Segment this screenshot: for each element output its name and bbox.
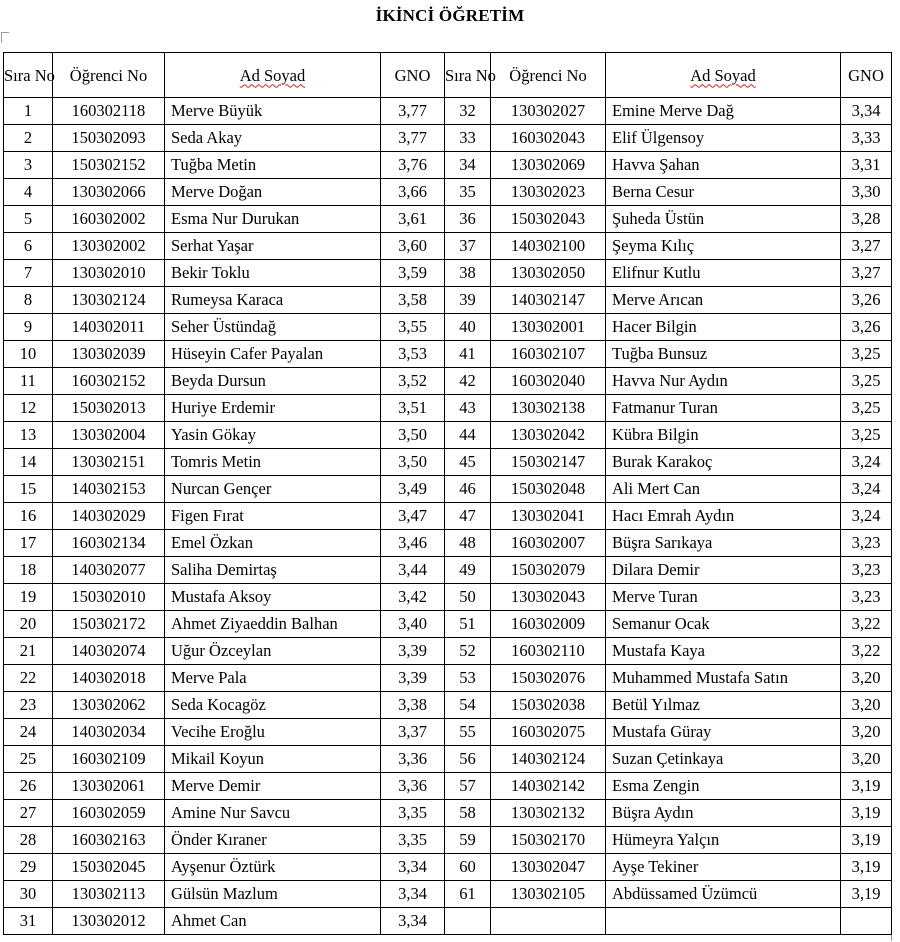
left-sira-no-cell: 28 xyxy=(4,827,53,854)
right-sira-no-cell: 44 xyxy=(445,422,491,449)
left-gno-cell: 3,35 xyxy=(381,827,445,854)
header-sira-no-left: Sıra No xyxy=(4,53,53,98)
right-sira-no-cell: 49 xyxy=(445,557,491,584)
right-sira-no-cell: 38 xyxy=(445,260,491,287)
right-ad-soyad-cell: Elifnur Kutlu xyxy=(606,260,841,287)
right-ogrenci-no-cell: 150302079 xyxy=(491,557,606,584)
table-row xyxy=(4,800,892,827)
right-sira-no-cell: 58 xyxy=(445,800,491,827)
table-row xyxy=(4,206,892,233)
left-ogrenci-no-cell: 130302012 xyxy=(53,908,165,935)
left-ad-soyad-cell: Merve Büyük xyxy=(165,98,381,125)
right-sira-no-cell: 56 xyxy=(445,746,491,773)
right-ogrenci-no-cell: 140302142 xyxy=(491,773,606,800)
left-gno-cell: 3,35 xyxy=(381,800,445,827)
left-ogrenci-no-cell: 130302061 xyxy=(53,773,165,800)
right-ogrenci-no-cell: 130302041 xyxy=(491,503,606,530)
left-ogrenci-no-cell: 130302151 xyxy=(53,449,165,476)
right-sira-no-cell: 39 xyxy=(445,287,491,314)
left-sira-no-cell: 14 xyxy=(4,449,53,476)
left-ad-soyad-cell: Mikail Koyun xyxy=(165,746,381,773)
right-sira-no-cell: 54 xyxy=(445,692,491,719)
left-ad-soyad-cell: Ahmet Can xyxy=(165,908,381,935)
right-ogrenci-no-cell: 160302107 xyxy=(491,341,606,368)
right-ogrenci-no-cell: 130302027 xyxy=(491,98,606,125)
right-gno-cell: 3,20 xyxy=(841,665,892,692)
right-sira-no-cell: 42 xyxy=(445,368,491,395)
left-gno-cell: 3,39 xyxy=(381,638,445,665)
right-ad-soyad-cell: Merve Arıcan xyxy=(606,287,841,314)
right-ad-soyad-cell: Betül Yılmaz xyxy=(606,692,841,719)
left-gno-cell: 3,59 xyxy=(381,260,445,287)
left-ad-soyad-cell: Merve Demir xyxy=(165,773,381,800)
left-gno-cell: 3,34 xyxy=(381,881,445,908)
left-ogrenci-no-cell: 150302172 xyxy=(53,611,165,638)
left-ad-soyad-cell: Serhat Yaşar xyxy=(165,233,381,260)
right-sira-no-cell: 41 xyxy=(445,341,491,368)
right-gno-cell: 3,19 xyxy=(841,773,892,800)
right-ogrenci-no-cell: 150302048 xyxy=(491,476,606,503)
document-title: İKİNCİ ÖĞRETİM xyxy=(375,6,525,25)
left-ogrenci-no-cell: 160302152 xyxy=(53,368,165,395)
page-corner-mark xyxy=(1,32,9,43)
left-sira-no-cell: 27 xyxy=(4,800,53,827)
left-ad-soyad-cell: Beyda Dursun xyxy=(165,368,381,395)
left-ogrenci-no-cell: 130302062 xyxy=(53,692,165,719)
left-ad-soyad-cell: Vecihe Eroğlu xyxy=(165,719,381,746)
right-sira-no-cell: 60 xyxy=(445,854,491,881)
left-gno-cell: 3,40 xyxy=(381,611,445,638)
left-ad-soyad-cell: Seda Kocagöz xyxy=(165,692,381,719)
right-sira-no-cell: 55 xyxy=(445,719,491,746)
left-ogrenci-no-cell: 130302004 xyxy=(53,422,165,449)
right-ogrenci-no-cell: 160302009 xyxy=(491,611,606,638)
right-gno-cell: 3,27 xyxy=(841,233,892,260)
left-ogrenci-no-cell: 140302011 xyxy=(53,314,165,341)
right-sira-no-cell: 57 xyxy=(445,773,491,800)
right-ogrenci-no-cell: 130302069 xyxy=(491,152,606,179)
left-ogrenci-no-cell: 150302045 xyxy=(53,854,165,881)
table-row xyxy=(4,422,892,449)
left-sira-no-cell: 19 xyxy=(4,584,53,611)
table-row xyxy=(4,719,892,746)
table-row xyxy=(4,260,892,287)
right-ad-soyad-cell: Hacı Emrah Aydın xyxy=(606,503,841,530)
left-gno-cell: 3,60 xyxy=(381,233,445,260)
header-ad-soyad-left-text: Ad Soyad xyxy=(239,65,306,85)
right-ad-soyad-cell: Hümeyra Yalçın xyxy=(606,827,841,854)
right-ad-soyad-cell: Mustafa Güray xyxy=(606,719,841,746)
right-ad-soyad-cell xyxy=(606,908,841,935)
left-sira-no-cell: 7 xyxy=(4,260,53,287)
right-sira-no-cell: 35 xyxy=(445,179,491,206)
right-ogrenci-no-cell: 130302043 xyxy=(491,584,606,611)
right-ad-soyad-cell: Elif Ülgensoy xyxy=(606,125,841,152)
right-ad-soyad-cell: Emine Merve Dağ xyxy=(606,98,841,125)
right-gno-cell: 3,23 xyxy=(841,530,892,557)
right-ogrenci-no-cell: 160302007 xyxy=(491,530,606,557)
left-sira-no-cell: 12 xyxy=(4,395,53,422)
left-ogrenci-no-cell: 160302118 xyxy=(53,98,165,125)
right-ad-soyad-cell: Esma Zengin xyxy=(606,773,841,800)
right-gno-cell: 3,19 xyxy=(841,827,892,854)
student-ranking-table xyxy=(3,52,892,935)
right-gno-cell: 3,23 xyxy=(841,557,892,584)
table-row xyxy=(4,341,892,368)
header-ad-soyad-left xyxy=(165,53,381,98)
left-gno-cell: 3,37 xyxy=(381,719,445,746)
right-gno-cell: 3,30 xyxy=(841,179,892,206)
header-ad-soyad-right xyxy=(606,53,841,98)
right-sira-no-cell: 51 xyxy=(445,611,491,638)
right-gno-cell: 3,34 xyxy=(841,98,892,125)
right-ad-soyad-cell: Abdüssamed Üzümcü xyxy=(606,881,841,908)
right-gno-cell: 3,22 xyxy=(841,611,892,638)
left-sira-no-cell: 4 xyxy=(4,179,53,206)
left-ad-soyad-cell: Figen Fırat xyxy=(165,503,381,530)
right-ogrenci-no-cell: 150302170 xyxy=(491,827,606,854)
header-gno-left: GNO xyxy=(381,53,445,98)
right-ad-soyad-cell: Suzan Çetinkaya xyxy=(606,746,841,773)
left-gno-cell: 3,53 xyxy=(381,341,445,368)
left-ad-soyad-cell: Merve Doğan xyxy=(165,179,381,206)
right-ogrenci-no-cell: 150302043 xyxy=(491,206,606,233)
left-sira-no-cell: 20 xyxy=(4,611,53,638)
left-sira-no-cell: 25 xyxy=(4,746,53,773)
right-ogrenci-no-cell: 140302124 xyxy=(491,746,606,773)
left-gno-cell: 3,42 xyxy=(381,584,445,611)
left-sira-no-cell: 6 xyxy=(4,233,53,260)
table-row xyxy=(4,125,892,152)
left-gno-cell: 3,77 xyxy=(381,125,445,152)
right-gno-cell: 3,24 xyxy=(841,503,892,530)
right-ad-soyad-cell: Burak Karakoç xyxy=(606,449,841,476)
left-gno-cell: 3,51 xyxy=(381,395,445,422)
table-row xyxy=(4,314,892,341)
right-ad-soyad-cell: Ayşe Tekiner xyxy=(606,854,841,881)
right-ogrenci-no-cell: 150302076 xyxy=(491,665,606,692)
table-row xyxy=(4,233,892,260)
left-gno-cell: 3,55 xyxy=(381,314,445,341)
right-gno-cell: 3,19 xyxy=(841,881,892,908)
right-gno-cell: 3,23 xyxy=(841,584,892,611)
right-gno-cell: 3,24 xyxy=(841,449,892,476)
right-ogrenci-no-cell: 150302147 xyxy=(491,449,606,476)
left-sira-no-cell: 21 xyxy=(4,638,53,665)
right-sira-no-cell: 32 xyxy=(445,98,491,125)
right-ad-soyad-cell: Dilara Demir xyxy=(606,557,841,584)
right-ad-soyad-cell: Şeyma Kılıç xyxy=(606,233,841,260)
left-ad-soyad-cell: Merve Pala xyxy=(165,665,381,692)
table-row xyxy=(4,179,892,206)
right-ogrenci-no-cell: 130302132 xyxy=(491,800,606,827)
right-sira-no-cell: 34 xyxy=(445,152,491,179)
table-row xyxy=(4,152,892,179)
table-row xyxy=(4,881,892,908)
right-sira-no-cell: 53 xyxy=(445,665,491,692)
right-ad-soyad-cell: Kübra Bilgin xyxy=(606,422,841,449)
right-sira-no-cell: 33 xyxy=(445,125,491,152)
right-ogrenci-no-cell: 130302050 xyxy=(491,260,606,287)
left-sira-no-cell: 9 xyxy=(4,314,53,341)
header-gno-right: GNO xyxy=(841,53,892,98)
left-gno-cell: 3,36 xyxy=(381,746,445,773)
left-ad-soyad-cell: Seda Akay xyxy=(165,125,381,152)
right-ad-soyad-cell: Berna Cesur xyxy=(606,179,841,206)
left-gno-cell: 3,38 xyxy=(381,692,445,719)
table-row xyxy=(4,584,892,611)
right-ogrenci-no-cell: 130302042 xyxy=(491,422,606,449)
table-row xyxy=(4,773,892,800)
left-ogrenci-no-cell: 140302153 xyxy=(53,476,165,503)
table-row xyxy=(4,827,892,854)
right-ogrenci-no-cell: 130302001 xyxy=(491,314,606,341)
left-sira-no-cell: 29 xyxy=(4,854,53,881)
left-gno-cell: 3,44 xyxy=(381,557,445,584)
header-ogrenci-no-left: Öğrenci No xyxy=(53,53,165,98)
right-ogrenci-no-cell: 130302023 xyxy=(491,179,606,206)
table-row xyxy=(4,557,892,584)
left-ogrenci-no-cell: 140302074 xyxy=(53,638,165,665)
right-ad-soyad-cell: Ali Mert Can xyxy=(606,476,841,503)
right-ogrenci-no-cell: 160302040 xyxy=(491,368,606,395)
right-ogrenci-no-cell: 130302047 xyxy=(491,854,606,881)
left-gno-cell: 3,50 xyxy=(381,449,445,476)
right-sira-no-cell xyxy=(445,908,491,935)
left-ad-soyad-cell: Seher Üstündağ xyxy=(165,314,381,341)
right-sira-no-cell: 59 xyxy=(445,827,491,854)
left-ad-soyad-cell: Tuğba Metin xyxy=(165,152,381,179)
right-ad-soyad-cell: Havva Nur Aydın xyxy=(606,368,841,395)
table-row xyxy=(4,449,892,476)
left-ogrenci-no-cell: 150302013 xyxy=(53,395,165,422)
left-ad-soyad-cell: Amine Nur Savcu xyxy=(165,800,381,827)
left-ogrenci-no-cell: 160302059 xyxy=(53,800,165,827)
left-ogrenci-no-cell: 140302018 xyxy=(53,665,165,692)
left-ogrenci-no-cell: 130302113 xyxy=(53,881,165,908)
right-sira-no-cell: 52 xyxy=(445,638,491,665)
left-sira-no-cell: 13 xyxy=(4,422,53,449)
right-sira-no-cell: 47 xyxy=(445,503,491,530)
table-row xyxy=(4,530,892,557)
left-gno-cell: 3,49 xyxy=(381,476,445,503)
right-ogrenci-no-cell: 140302100 xyxy=(491,233,606,260)
table-header-row xyxy=(4,53,892,98)
right-sira-no-cell: 50 xyxy=(445,584,491,611)
left-ad-soyad-cell: Huriye Erdemir xyxy=(165,395,381,422)
left-ogrenci-no-cell: 140302034 xyxy=(53,719,165,746)
left-sira-no-cell: 8 xyxy=(4,287,53,314)
left-ogrenci-no-cell: 160302002 xyxy=(53,206,165,233)
left-gno-cell: 3,77 xyxy=(381,98,445,125)
left-gno-cell: 3,46 xyxy=(381,530,445,557)
left-gno-cell: 3,50 xyxy=(381,422,445,449)
left-ogrenci-no-cell: 150302093 xyxy=(53,125,165,152)
right-gno-cell: 3,20 xyxy=(841,692,892,719)
table-row xyxy=(4,638,892,665)
right-ad-soyad-cell: Merve Turan xyxy=(606,584,841,611)
left-gno-cell: 3,36 xyxy=(381,773,445,800)
right-gno-cell: 3,24 xyxy=(841,476,892,503)
right-ogrenci-no-cell: 140302147 xyxy=(491,287,606,314)
table-row xyxy=(4,395,892,422)
left-sira-no-cell: 26 xyxy=(4,773,53,800)
left-ogrenci-no-cell: 140302029 xyxy=(53,503,165,530)
right-sira-no-cell: 36 xyxy=(445,206,491,233)
right-gno-cell: 3,26 xyxy=(841,287,892,314)
right-ad-soyad-cell: Havva Şahan xyxy=(606,152,841,179)
right-sira-no-cell: 45 xyxy=(445,449,491,476)
left-gno-cell: 3,58 xyxy=(381,287,445,314)
right-gno-cell: 3,20 xyxy=(841,719,892,746)
left-ogrenci-no-cell: 130302002 xyxy=(53,233,165,260)
header-sira-no-right: Sıra No xyxy=(445,53,491,98)
table-row xyxy=(4,287,892,314)
right-ad-soyad-cell: Büşra Sarıkaya xyxy=(606,530,841,557)
right-ad-soyad-cell: Tuğba Bunsuz xyxy=(606,341,841,368)
right-gno-cell: 3,25 xyxy=(841,422,892,449)
right-gno-cell: 3,27 xyxy=(841,260,892,287)
left-ad-soyad-cell: Tomris Metin xyxy=(165,449,381,476)
left-sira-no-cell: 10 xyxy=(4,341,53,368)
left-ogrenci-no-cell: 130302010 xyxy=(53,260,165,287)
left-ad-soyad-cell: Ahmet Ziyaeddin Balhan xyxy=(165,611,381,638)
left-sira-no-cell: 23 xyxy=(4,692,53,719)
left-sira-no-cell: 5 xyxy=(4,206,53,233)
right-ogrenci-no-cell: 160302075 xyxy=(491,719,606,746)
left-gno-cell: 3,52 xyxy=(381,368,445,395)
left-sira-no-cell: 1 xyxy=(4,98,53,125)
left-sira-no-cell: 11 xyxy=(4,368,53,395)
left-sira-no-cell: 15 xyxy=(4,476,53,503)
table-row xyxy=(4,692,892,719)
left-sira-no-cell: 16 xyxy=(4,503,53,530)
left-ogrenci-no-cell: 160302134 xyxy=(53,530,165,557)
left-ad-soyad-cell: Esma Nur Durukan xyxy=(165,206,381,233)
left-ad-soyad-cell: Önder Kıraner xyxy=(165,827,381,854)
right-ogrenci-no-cell: 160302110 xyxy=(491,638,606,665)
right-ad-soyad-cell: Şuheda Üstün xyxy=(606,206,841,233)
left-ogrenci-no-cell: 130302039 xyxy=(53,341,165,368)
left-gno-cell: 3,66 xyxy=(381,179,445,206)
left-ad-soyad-cell: Yasin Gökay xyxy=(165,422,381,449)
right-gno-cell: 3,19 xyxy=(841,800,892,827)
left-sira-no-cell: 31 xyxy=(4,908,53,935)
table-row xyxy=(4,665,892,692)
left-sira-no-cell: 18 xyxy=(4,557,53,584)
header-ad-soyad-right-text: Ad Soyad xyxy=(690,65,756,85)
left-sira-no-cell: 30 xyxy=(4,881,53,908)
right-gno-cell: 3,26 xyxy=(841,314,892,341)
left-sira-no-cell: 2 xyxy=(4,125,53,152)
left-ad-soyad-cell: Rumeysa Karaca xyxy=(165,287,381,314)
left-sira-no-cell: 3 xyxy=(4,152,53,179)
left-sira-no-cell: 22 xyxy=(4,665,53,692)
table-row xyxy=(4,98,892,125)
right-ad-soyad-cell: Semanur Ocak xyxy=(606,611,841,638)
left-gno-cell: 3,76 xyxy=(381,152,445,179)
left-ad-soyad-cell: Uğur Özceylan xyxy=(165,638,381,665)
right-ad-soyad-cell: Muhammed Mustafa Satın xyxy=(606,665,841,692)
right-ad-soyad-cell: Fatmanur Turan xyxy=(606,395,841,422)
right-ad-soyad-cell: Hacer Bilgin xyxy=(606,314,841,341)
left-sira-no-cell: 17 xyxy=(4,530,53,557)
table-row xyxy=(4,476,892,503)
left-ad-soyad-cell: Gülsün Mazlum xyxy=(165,881,381,908)
right-gno-cell: 3,25 xyxy=(841,368,892,395)
right-ad-soyad-cell: Büşra Aydın xyxy=(606,800,841,827)
right-gno-cell: 3,28 xyxy=(841,206,892,233)
table-row xyxy=(4,503,892,530)
right-gno-cell: 3,25 xyxy=(841,341,892,368)
table-row xyxy=(4,611,892,638)
right-ogrenci-no-cell: 130302105 xyxy=(491,881,606,908)
left-ogrenci-no-cell: 150302010 xyxy=(53,584,165,611)
right-gno-cell: 3,33 xyxy=(841,125,892,152)
left-ad-soyad-cell: Emel Özkan xyxy=(165,530,381,557)
left-ad-soyad-cell: Nurcan Gençer xyxy=(165,476,381,503)
right-ogrenci-no-cell: 150302038 xyxy=(491,692,606,719)
right-sira-no-cell: 40 xyxy=(445,314,491,341)
right-ad-soyad-cell: Mustafa Kaya xyxy=(606,638,841,665)
right-gno-cell: 3,31 xyxy=(841,152,892,179)
table-row xyxy=(4,746,892,773)
left-sira-no-cell: 24 xyxy=(4,719,53,746)
table-row xyxy=(4,368,892,395)
left-ogrenci-no-cell: 160302109 xyxy=(53,746,165,773)
left-ogrenci-no-cell: 160302163 xyxy=(53,827,165,854)
header-ogrenci-no-right: Öğrenci No xyxy=(491,53,606,98)
right-sira-no-cell: 46 xyxy=(445,476,491,503)
left-ogrenci-no-cell: 130302066 xyxy=(53,179,165,206)
left-ogrenci-no-cell: 130302124 xyxy=(53,287,165,314)
left-ad-soyad-cell: Saliha Demirtaş xyxy=(165,557,381,584)
table-row xyxy=(4,908,892,935)
right-ogrenci-no-cell: 160302043 xyxy=(491,125,606,152)
right-gno-cell: 3,20 xyxy=(841,746,892,773)
left-gno-cell: 3,61 xyxy=(381,206,445,233)
right-sira-no-cell: 61 xyxy=(445,881,491,908)
table-row xyxy=(4,854,892,881)
left-ad-soyad-cell: Ayşenur Öztürk xyxy=(165,854,381,881)
left-ogrenci-no-cell: 140302077 xyxy=(53,557,165,584)
left-gno-cell: 3,34 xyxy=(381,854,445,881)
left-ogrenci-no-cell: 150302152 xyxy=(53,152,165,179)
right-sira-no-cell: 48 xyxy=(445,530,491,557)
left-gno-cell: 3,34 xyxy=(381,908,445,935)
left-ad-soyad-cell: Hüseyin Cafer Payalan xyxy=(165,341,381,368)
right-gno-cell: 3,25 xyxy=(841,395,892,422)
left-ad-soyad-cell: Mustafa Aksoy xyxy=(165,584,381,611)
right-sira-no-cell: 43 xyxy=(445,395,491,422)
right-ogrenci-no-cell: 130302138 xyxy=(491,395,606,422)
right-gno-cell xyxy=(841,908,892,935)
right-sira-no-cell: 37 xyxy=(445,233,491,260)
left-ad-soyad-cell: Bekir Toklu xyxy=(165,260,381,287)
right-ogrenci-no-cell xyxy=(491,908,606,935)
left-gno-cell: 3,47 xyxy=(381,503,445,530)
right-gno-cell: 3,22 xyxy=(841,638,892,665)
right-gno-cell: 3,19 xyxy=(841,854,892,881)
left-gno-cell: 3,39 xyxy=(381,665,445,692)
